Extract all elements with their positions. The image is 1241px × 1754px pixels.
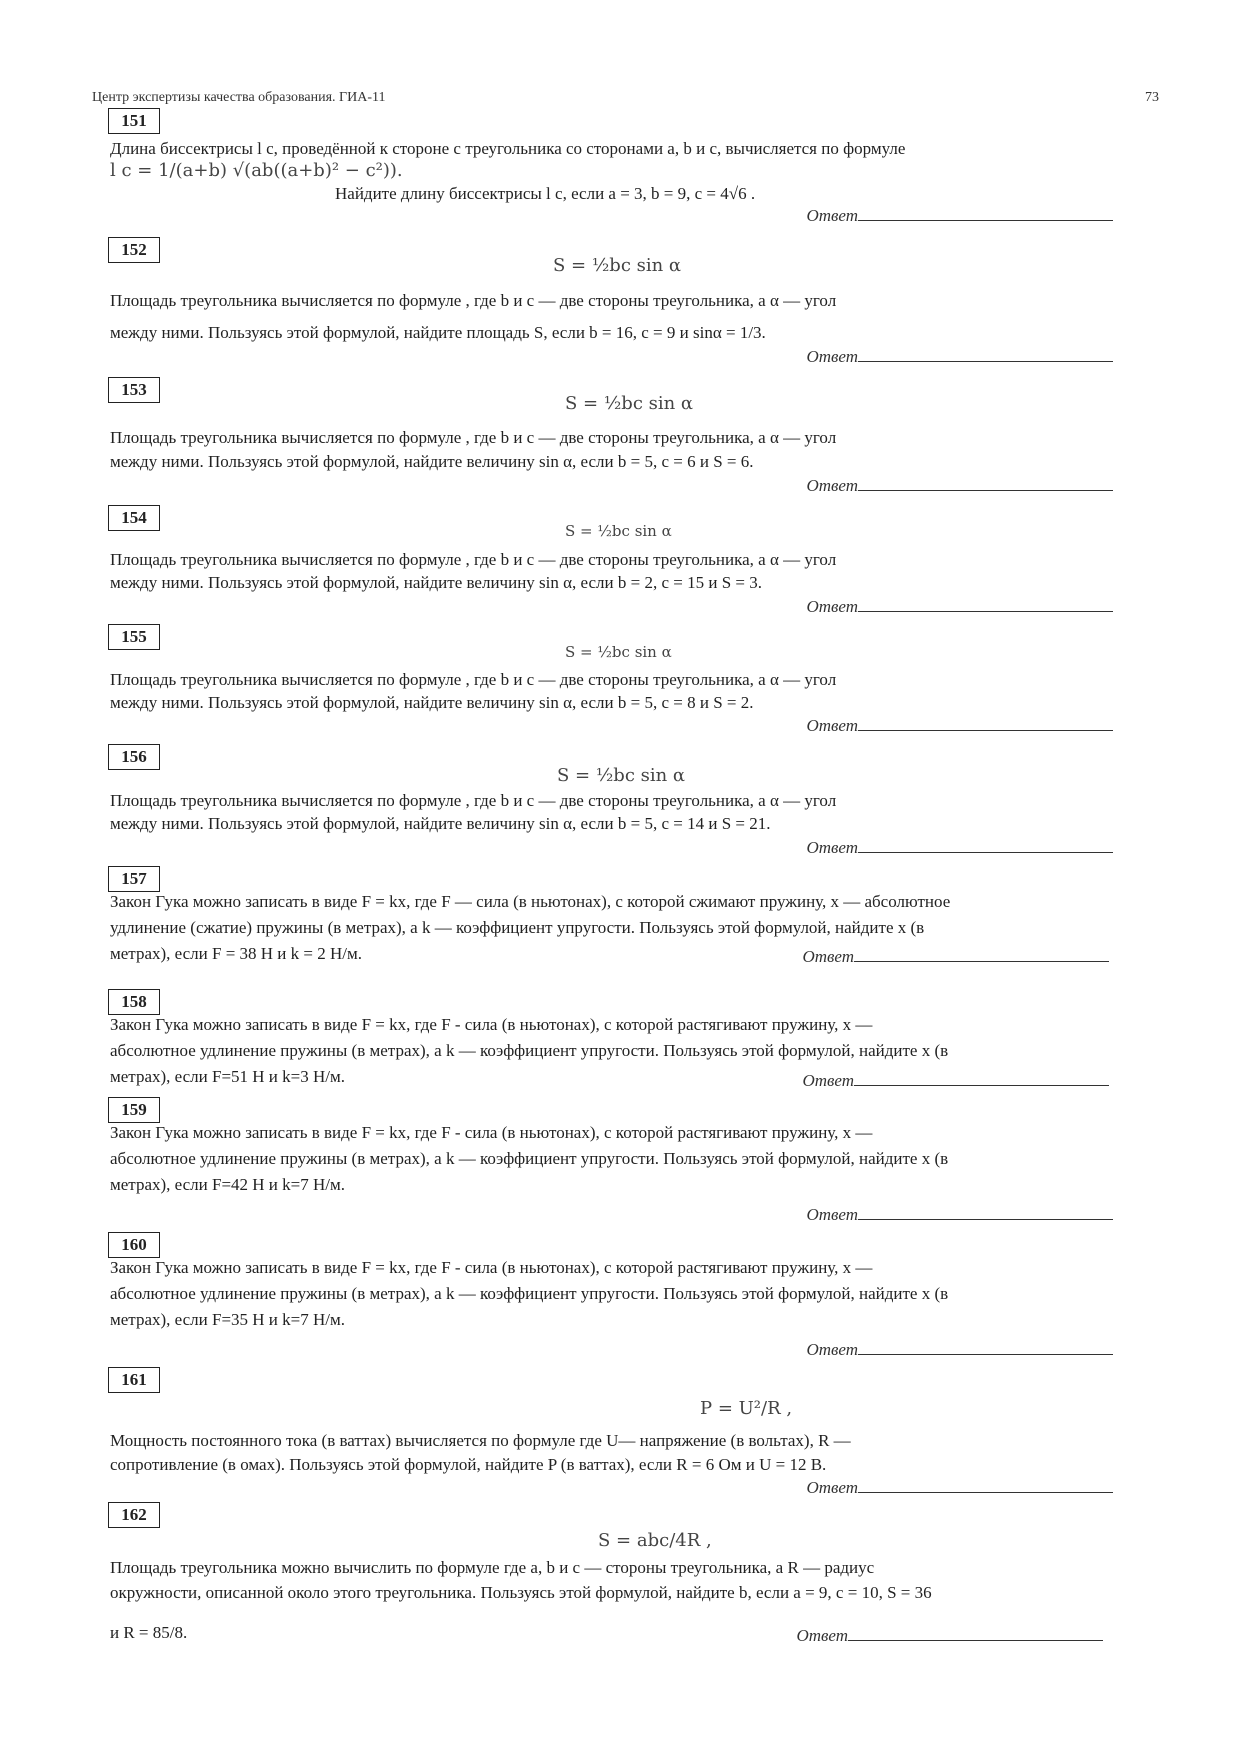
answer-field[interactable] <box>806 595 1113 617</box>
answer-label: Ответ <box>806 716 858 735</box>
answer-field[interactable] <box>806 204 1113 226</box>
answer-field[interactable] <box>806 714 1113 736</box>
task-text: метрах), если F=42 Н и k=7 Н/м. <box>110 1175 346 1194</box>
task-number: 151 <box>108 108 160 134</box>
formula: S = ½bc sin α <box>565 643 672 661</box>
task-text: Длина биссектрисы l c, проведённой к стороне c треугольника со сторонами a, b и c, вычисляется по формуле <box>110 139 906 158</box>
answer-field[interactable] <box>806 836 1113 858</box>
answer-field[interactable] <box>802 1069 1109 1091</box>
answer-label: Ответ <box>806 597 858 616</box>
page-number: 73 <box>1145 90 1159 105</box>
task-number: 161 <box>108 1367 160 1393</box>
task-text: Площадь треугольника вычисляется по формуле , где b и c — две стороны треугольника, а α — угол <box>110 291 837 310</box>
task-number: 160 <box>108 1232 160 1258</box>
task-text: Закон Гука можно записать в виде F = kx, где F — сила (в ньютонах), с которой сжимают пружину, x — абсолютное <box>110 892 951 911</box>
formula: S = ½bc sin α <box>553 255 682 276</box>
task-text: метрах), если F = 38 Н и k = 2 Н/м. <box>110 944 363 963</box>
task-number: 154 <box>108 505 160 531</box>
answer-field[interactable] <box>796 1624 1103 1646</box>
formula: S = abc/4R , <box>598 1530 712 1551</box>
task-text: Закон Гука можно записать в виде F = kx, где F - сила (в ньютонах), с которой растягивают пружину, x — <box>110 1258 873 1277</box>
task-text: метрах), если F=51 Н и k=3 Н/м. <box>110 1067 346 1086</box>
answer-label: Ответ <box>806 1478 858 1497</box>
task-number: 152 <box>108 237 160 263</box>
task-text: метрах), если F=35 Н и k=7 Н/м. <box>110 1310 346 1329</box>
task-text: между ними. Пользуясь этой формулой, найдите величину sin α, если b = 5, c = 8 и S = 2. <box>110 693 754 712</box>
task-text: Площадь треугольника вычисляется по формуле , где b и c — две стороны треугольника, а α — угол <box>110 791 837 810</box>
answer-field[interactable] <box>806 1203 1113 1225</box>
task-text: Площадь треугольника можно вычислить по формуле где a, b и c — стороны треугольника, а R — радиус <box>110 1558 875 1577</box>
answer-field[interactable] <box>806 1476 1113 1498</box>
answer-label: Ответ <box>802 1071 854 1090</box>
task-text: абсолютное удлинение пружины (в метрах), а k — коэффициент упругости. Пользуясь этой формулой, найдите x (в <box>110 1149 949 1168</box>
answer-label: Ответ <box>806 206 858 225</box>
task-text: между ними. Пользуясь этой формулой, найдите величину sin α, если b = 5, c = 6 и S = 6. <box>110 452 754 471</box>
task-text: Закон Гука можно записать в виде F = kx, где F - сила (в ньютонах), с которой растягивают пружину, x — <box>110 1123 873 1142</box>
task-text: окружности, описанной около этого треугольника. Пользуясь этой формулой, найдите b, если a = 9, c = 10, S = 36 <box>110 1583 932 1602</box>
formula: l c = 1/(a+b) √(ab((a+b)² − c²)). <box>110 160 403 181</box>
task-number: 159 <box>108 1097 160 1123</box>
answer-label: Ответ <box>806 347 858 366</box>
task-text: Площадь треугольника вычисляется по формуле , где b и c — две стороны треугольника, а α — угол <box>110 428 837 447</box>
task-number: 155 <box>108 624 160 650</box>
task-number: 158 <box>108 989 160 1015</box>
task-number: 157 <box>108 866 160 892</box>
answer-label: Ответ <box>806 1205 858 1224</box>
answer-field[interactable] <box>806 1338 1113 1360</box>
task-text: абсолютное удлинение пружины (в метрах), а k — коэффициент упругости. Пользуясь этой формулой, найдите x (в <box>110 1284 949 1303</box>
task-text: Площадь треугольника вычисляется по формуле , где b и c — две стороны треугольника, а α — угол <box>110 550 837 569</box>
task-text: удлинение (сжатие) пружины (в метрах), а k — коэффициент упругости. Пользуясь этой формулой, найдите x (в <box>110 918 925 937</box>
formula: S = ½bc sin α <box>565 393 694 414</box>
task-number: 153 <box>108 377 160 403</box>
answer-label: Ответ <box>806 1340 858 1359</box>
header-title: Центр экспертизы качества образования. ГИА-11 <box>92 90 386 105</box>
answer-field[interactable] <box>806 474 1113 496</box>
formula: S = ½bc sin α <box>565 522 672 540</box>
task-number: 162 <box>108 1502 160 1528</box>
answer-label: Ответ <box>806 838 858 857</box>
answer-field[interactable] <box>806 345 1113 367</box>
task-number: 156 <box>108 744 160 770</box>
answer-field[interactable] <box>802 945 1109 967</box>
task-text: абсолютное удлинение пружины (в метрах), а k — коэффициент упругости. Пользуясь этой формулой, найдите x (в <box>110 1041 949 1060</box>
task-text: Найдите длину биссектрисы l c, если a = 3, b = 9, c = 4√6 . <box>335 184 756 203</box>
answer-label: Ответ <box>806 476 858 495</box>
task-text: и R = 85/8. <box>110 1623 188 1642</box>
task-text: между ними. Пользуясь этой формулой, найдите площадь S, если b = 16, c = 9 и sinα = 1/3. <box>110 323 766 342</box>
formula: S = ½bc sin α <box>557 765 686 786</box>
task-text: между ними. Пользуясь этой формулой, найдите величину sin α, если b = 5, c = 14 и S = 21. <box>110 814 771 833</box>
task-text: Мощность постоянного тока (в ваттах) вычисляется по формуле где U— напряжение (в вольтах), R — <box>110 1431 851 1450</box>
answer-label: Ответ <box>802 947 854 966</box>
task-text: Площадь треугольника вычисляется по формуле , где b и c — две стороны треугольника, а α — угол <box>110 670 837 689</box>
task-text: между ними. Пользуясь этой формулой, найдите величину sin α, если b = 2, c = 15 и S = 3. <box>110 573 763 592</box>
task-text: Закон Гука можно записать в виде F = kx, где F - сила (в ньютонах), с которой растягивают пружину, x — <box>110 1015 873 1034</box>
formula: P = U²/R , <box>700 1398 793 1419</box>
task-text: сопротивление (в омах). Пользуясь этой формулой, найдите P (в ваттах), если R = 6 Ом и U = 12 В. <box>110 1455 827 1474</box>
answer-label: Ответ <box>796 1626 848 1645</box>
